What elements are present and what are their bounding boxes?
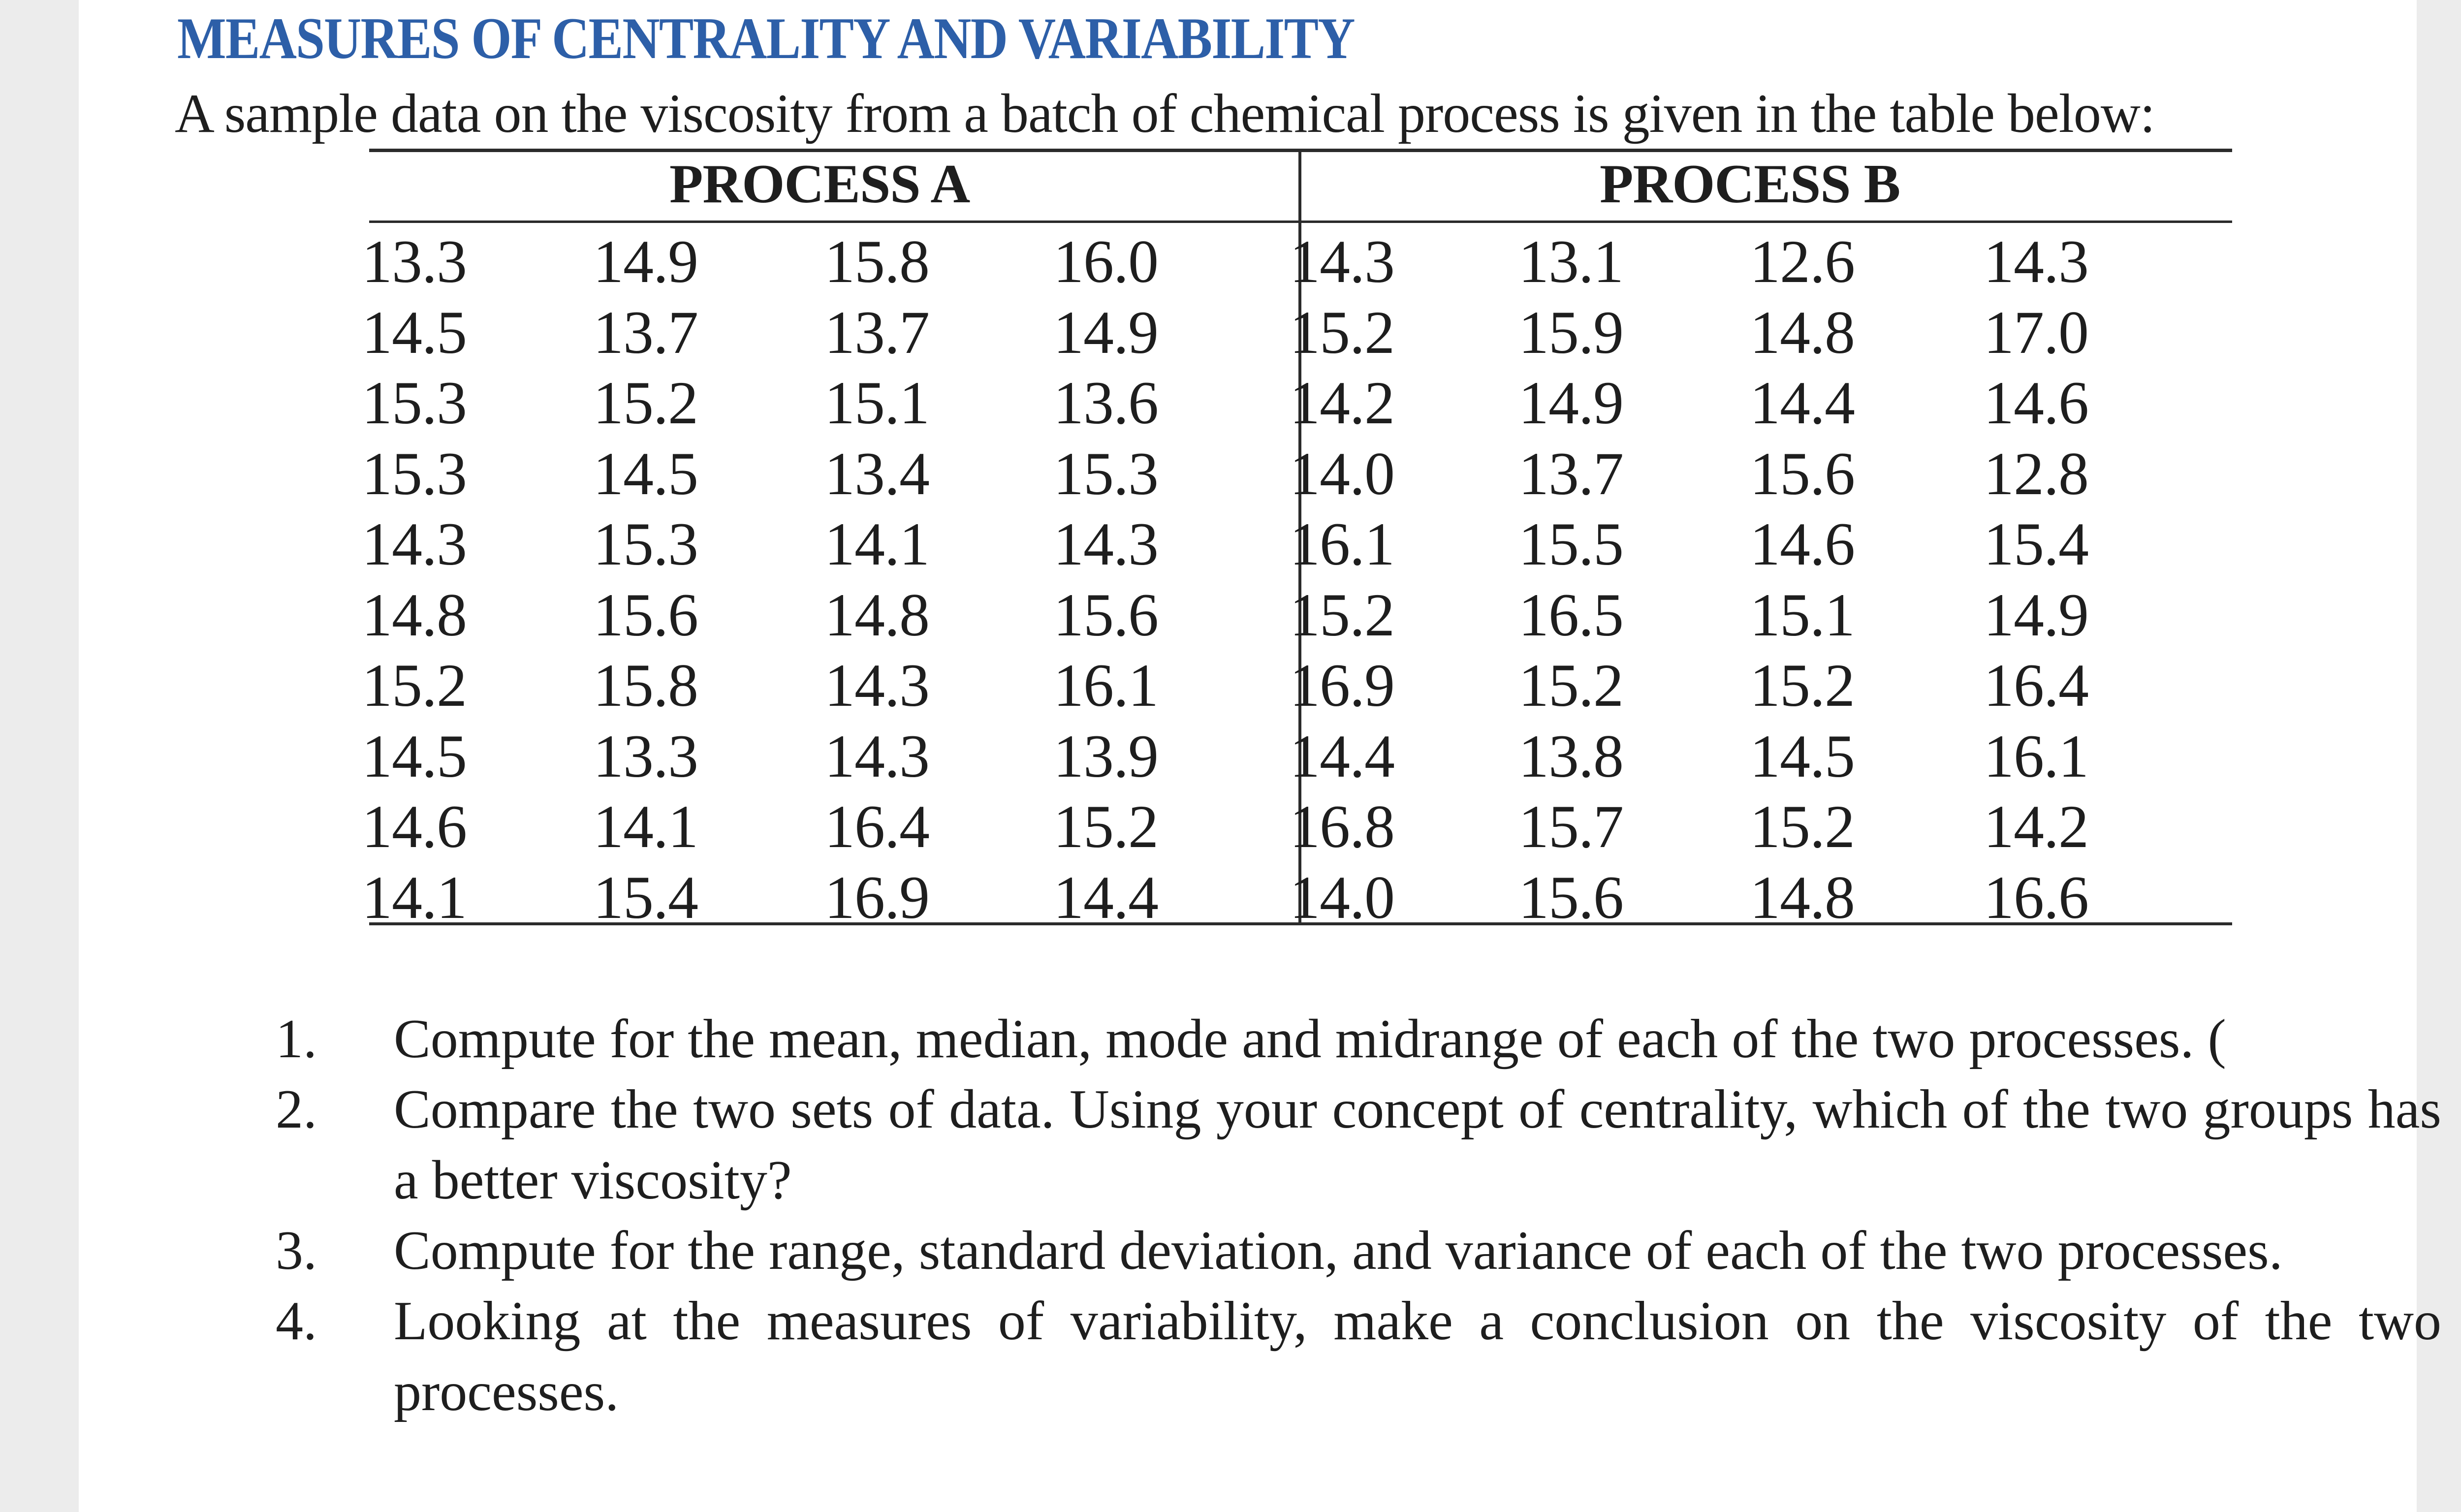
table-cell: 14.9 [593,228,698,295]
question-item [276,1074,2441,1216]
question-number: 2. [276,1079,317,1140]
question-list [276,1004,2441,1427]
table-cell: 15.6 [1750,440,1855,507]
table-cell: 14.5 [1750,722,1855,790]
table-cell: 14.3 [1984,228,2088,295]
table-cell: 15.6 [1518,863,1623,931]
table-cell: 13.1 [1518,228,1623,295]
question-number: 1. [276,1008,317,1070]
table-cell: 14.2 [1290,369,1394,437]
table-cell: 13.8 [1518,722,1623,790]
table-cell: 14.9 [1984,581,2088,649]
table-cell: 15.7 [1518,793,1623,860]
table-cell: 14.9 [1053,298,1158,366]
table-cell: 14.8 [362,581,467,649]
table-cell: 16.4 [1984,652,2088,719]
table-cell: 14.6 [362,793,467,860]
table-cell: 15.6 [1053,581,1158,649]
table-cell: 15.4 [1984,510,2088,578]
table-cell: 14.8 [824,581,929,649]
table-cell: 15.4 [593,863,698,931]
table-cell: 12.8 [1984,440,2088,507]
table-cell: 15.9 [1518,298,1623,366]
table-cell: 15.3 [362,440,467,507]
table-cell: 14.3 [362,510,467,578]
question-number: 4. [276,1291,317,1352]
table-cell: 13.7 [1518,440,1623,507]
table-cell: 14.3 [824,722,929,790]
table-cell: 16.6 [1984,863,2088,931]
table-cell: 14.8 [1750,298,1855,366]
table-cell: 15.2 [1750,793,1855,860]
table-cell: 14.0 [1290,863,1394,931]
table-cell: 13.3 [362,228,467,295]
table-cell: 14.5 [362,298,467,366]
table-cell: 15.3 [593,510,698,578]
table-cell: 14.6 [1750,510,1855,578]
table-cell: 13.7 [593,298,698,366]
table-cell: 12.6 [1750,228,1855,295]
table-cell: 14.8 [1750,863,1855,931]
question-text: Compute for the mean, median, mode and midrange of each of the two processes. ( [394,1008,2226,1070]
table-cell: 14.3 [1053,510,1158,578]
page-title: MEASURES OF CENTRALITY AND VARIABILITY [177,5,1355,71]
table-cell: 14.3 [824,652,929,719]
process-a-header: PROCESS A [669,154,970,215]
question-text: Looking at the measures of variability, make a conclusion on the viscosity of the two processes. [394,1291,2441,1422]
table-cell: 15.1 [1750,581,1855,649]
table-cell: 14.5 [593,440,698,507]
table-cell: 14.1 [593,793,698,860]
table-cell: 16.4 [824,793,929,860]
table-cell: 14.4 [1053,863,1158,931]
table-cell: 16.9 [824,863,929,931]
intro-text: A sample data on the viscosity from a batch of chemical process is given in the table below: [175,83,2155,144]
table-cell: 14.1 [824,510,929,578]
table-cell: 16.8 [1290,793,1394,860]
table-cell: 14.5 [362,722,467,790]
table-cell: 15.8 [593,652,698,719]
table-cell: 15.3 [1053,440,1158,507]
question-item [276,1286,2441,1427]
question-number: 3. [276,1220,317,1282]
table-cell: 17.0 [1984,298,2088,366]
question-text: Compute for the range, standard deviation, and variance of each of the two processes. [394,1220,2283,1282]
table-cell: 13.7 [824,298,929,366]
table-cell: 13.6 [1053,369,1158,437]
table-cell: 14.9 [1518,369,1623,437]
table-cell: 15.1 [824,369,929,437]
table-cell: 16.5 [1518,581,1623,649]
table-cell: 16.1 [1290,510,1394,578]
table-cell: 15.2 [1290,581,1394,649]
table-cell: 14.0 [1290,440,1394,507]
table-cell: 14.4 [1290,722,1394,790]
table-cell: 14.1 [362,863,467,931]
table-cell: 13.9 [1053,722,1158,790]
table-cell: 14.2 [1984,793,2088,860]
table-cell: 14.6 [1984,369,2088,437]
table-cell: 15.5 [1518,510,1623,578]
worksheet-page [79,0,2441,1512]
table-cell: 15.8 [824,228,929,295]
table-cell: 13.4 [824,440,929,507]
table-cell: 15.2 [1053,793,1158,860]
question-item [276,1004,2441,1074]
table-cell: 15.2 [362,652,467,719]
table-cell: 15.2 [1750,652,1855,719]
table-cell: 15.2 [593,369,698,437]
table-cell: 14.4 [1750,369,1855,437]
table-cell: 16.1 [1053,652,1158,719]
process-b-header: PROCESS B [1600,154,1900,215]
table-cell: 16.1 [1984,722,2088,790]
table-cell: 14.3 [1290,228,1394,295]
table-cell: 15.6 [593,581,698,649]
question-text: Compare the two sets of data. Using your concept of centrality, which of the two groups has a better viscosity? [394,1079,2441,1211]
table-cell: 15.2 [1290,298,1394,366]
table-cell: 16.0 [1053,228,1158,295]
question-item [276,1216,2441,1286]
table-cell: 15.2 [1518,652,1623,719]
table-cell: 16.9 [1290,652,1394,719]
table-cell: 13.3 [593,722,698,790]
table-cell: 15.3 [362,369,467,437]
